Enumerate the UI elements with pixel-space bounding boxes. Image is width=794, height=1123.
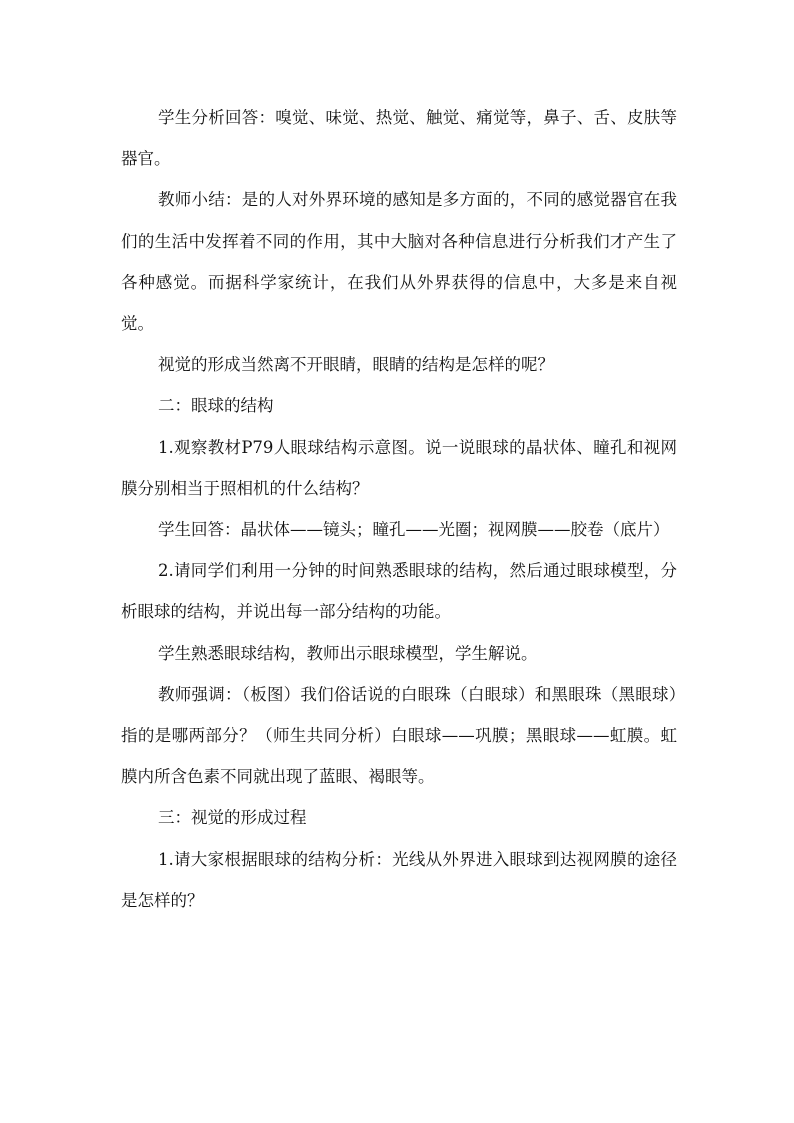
paragraph-teacher-summary: 教师小结：是的人对外界环境的感知是多方面的，不同的感觉器官在我们的生活中发挥着不同的作用，其中大脑对各种信息进行分析我们才产生了各种感觉。而据科学家统计，在我们从外界获得的信息中，大多是来自视觉。: [121, 190, 677, 334]
paragraph-teacher-emphasis: 教师强调：（板图）我们俗话说的白眼珠（白眼球）和黑眼珠（黑眼球）指的是哪两部分？（师生共同分析）白眼球——巩膜；黑眼球——虹膜。虹膜内所含色素不同就出现了蓝眼、褐眼等。: [121, 684, 677, 787]
paragraph-student-answer-camera: 学生回答：晶状体——镜头；瞳孔——光圈；视网膜——胶卷（底片）: [158, 520, 670, 540]
paragraph-light-path-question: 1.请大家根据眼球的结构分析：光线从外界进入眼球到达视网膜的途径是怎样的？: [121, 849, 677, 910]
paragraph-eyeball-model: 2.请同学们利用一分钟的时间熟悉眼球的结构，然后通过眼球模型，分析眼球的结构，并说出每一部分结构的功能。: [121, 561, 677, 622]
document-body: [121, 97, 677, 921]
paragraph-student-answer-senses: 学生分析回答：嗅觉、味觉、热觉、触觉、痛觉等，鼻子、舌、皮肤等器官。: [121, 108, 677, 169]
section-heading-eyeball-structure: 二：眼球的结构: [158, 396, 274, 416]
paragraph-vision-question: 视觉的形成当然离不开眼睛，眼睛的结构是怎样的呢？: [158, 355, 554, 375]
paragraph-student-explain: 学生熟悉眼球结构，教师出示眼球模型，学生解说。: [158, 643, 538, 663]
section-heading-vision-process: 三：视觉的形成过程: [158, 808, 307, 828]
paragraph-observe-diagram: 1.观察教材P79人眼球结构示意图。说一说眼球的晶状体、瞳孔和视网膜分别相当于照相机的什么结构？: [121, 437, 677, 498]
